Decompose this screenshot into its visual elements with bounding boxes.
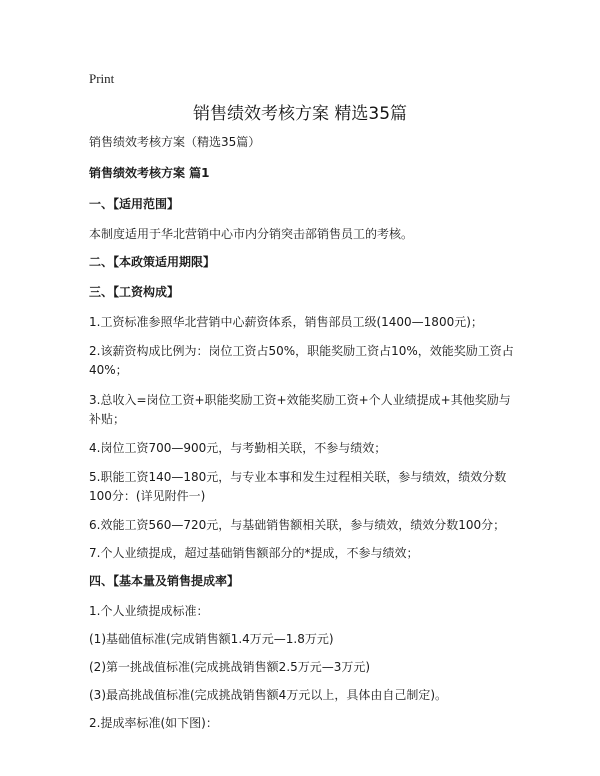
commission-item-2: (1)基础值标准(完成销售额1.4万元—1.8万元) <box>89 632 334 646</box>
wage-item-6: 6.效能工资560—720元，与基础销售额相关联，参与绩效，绩效分数100分； <box>89 518 506 532</box>
section1-text: 本制度适用于华北营销中心市内分销突击部销售员工的考核。 <box>89 227 414 241</box>
wage-item-1: 1.工资标准参照华北营销中心薪资体系，销售部员工级(1400—1800元)； <box>89 315 483 329</box>
section4-heading: 四、【基本量及销售提成率】 <box>89 574 240 588</box>
page-title: 销售绩效考核方案 精选35篇 <box>192 104 408 124</box>
section3-heading: 三、【工资构成】 <box>89 285 180 299</box>
wage-item-5: 5.职能工资140—180元，与专业本事和发生过程相关联，参与绩效，绩效分数100分：(详见附件一) <box>89 470 507 503</box>
section2-heading: 二、【本政策适用期限】 <box>89 255 216 269</box>
document-body <box>89 134 519 743</box>
wage-item-4: 4.岗位工资700—900元，与考勤相关联，不参与绩效； <box>89 441 387 455</box>
part-heading: 销售绩效考核方案 篇1 <box>89 166 210 180</box>
commission-item-3: (2)第一挑战值标准(完成挑战销售额2.5万元—3万元) <box>89 660 371 674</box>
document-subtitle: 销售绩效考核方案（精选35篇） <box>89 135 261 149</box>
wage-item-3: 3.总收入=岗位工资+职能奖励工资+效能奖励工资+个人业绩提成+其他奖励与补贴； <box>89 393 511 426</box>
commission-item-4: (3)最高挑战值标准(完成挑战销售额4万元以上，具体由自己制定)。 <box>89 688 447 702</box>
wage-item-7: 7.个人业绩提成，超过基础销售额部分的*提成，不参与绩效； <box>89 546 419 560</box>
section1-heading: 一、【适用范围】 <box>89 197 180 211</box>
print-link[interactable]: Print <box>89 71 115 86</box>
commission-item-5: 2.提成率标准(如下图)： <box>89 716 218 730</box>
wage-item-2: 2.该薪资构成比例为：岗位工资占50%，职能奖励工资占10%，效能奖励工资占40%； <box>89 344 514 377</box>
commission-item-1: 1.个人业绩提成标准： <box>89 604 209 618</box>
